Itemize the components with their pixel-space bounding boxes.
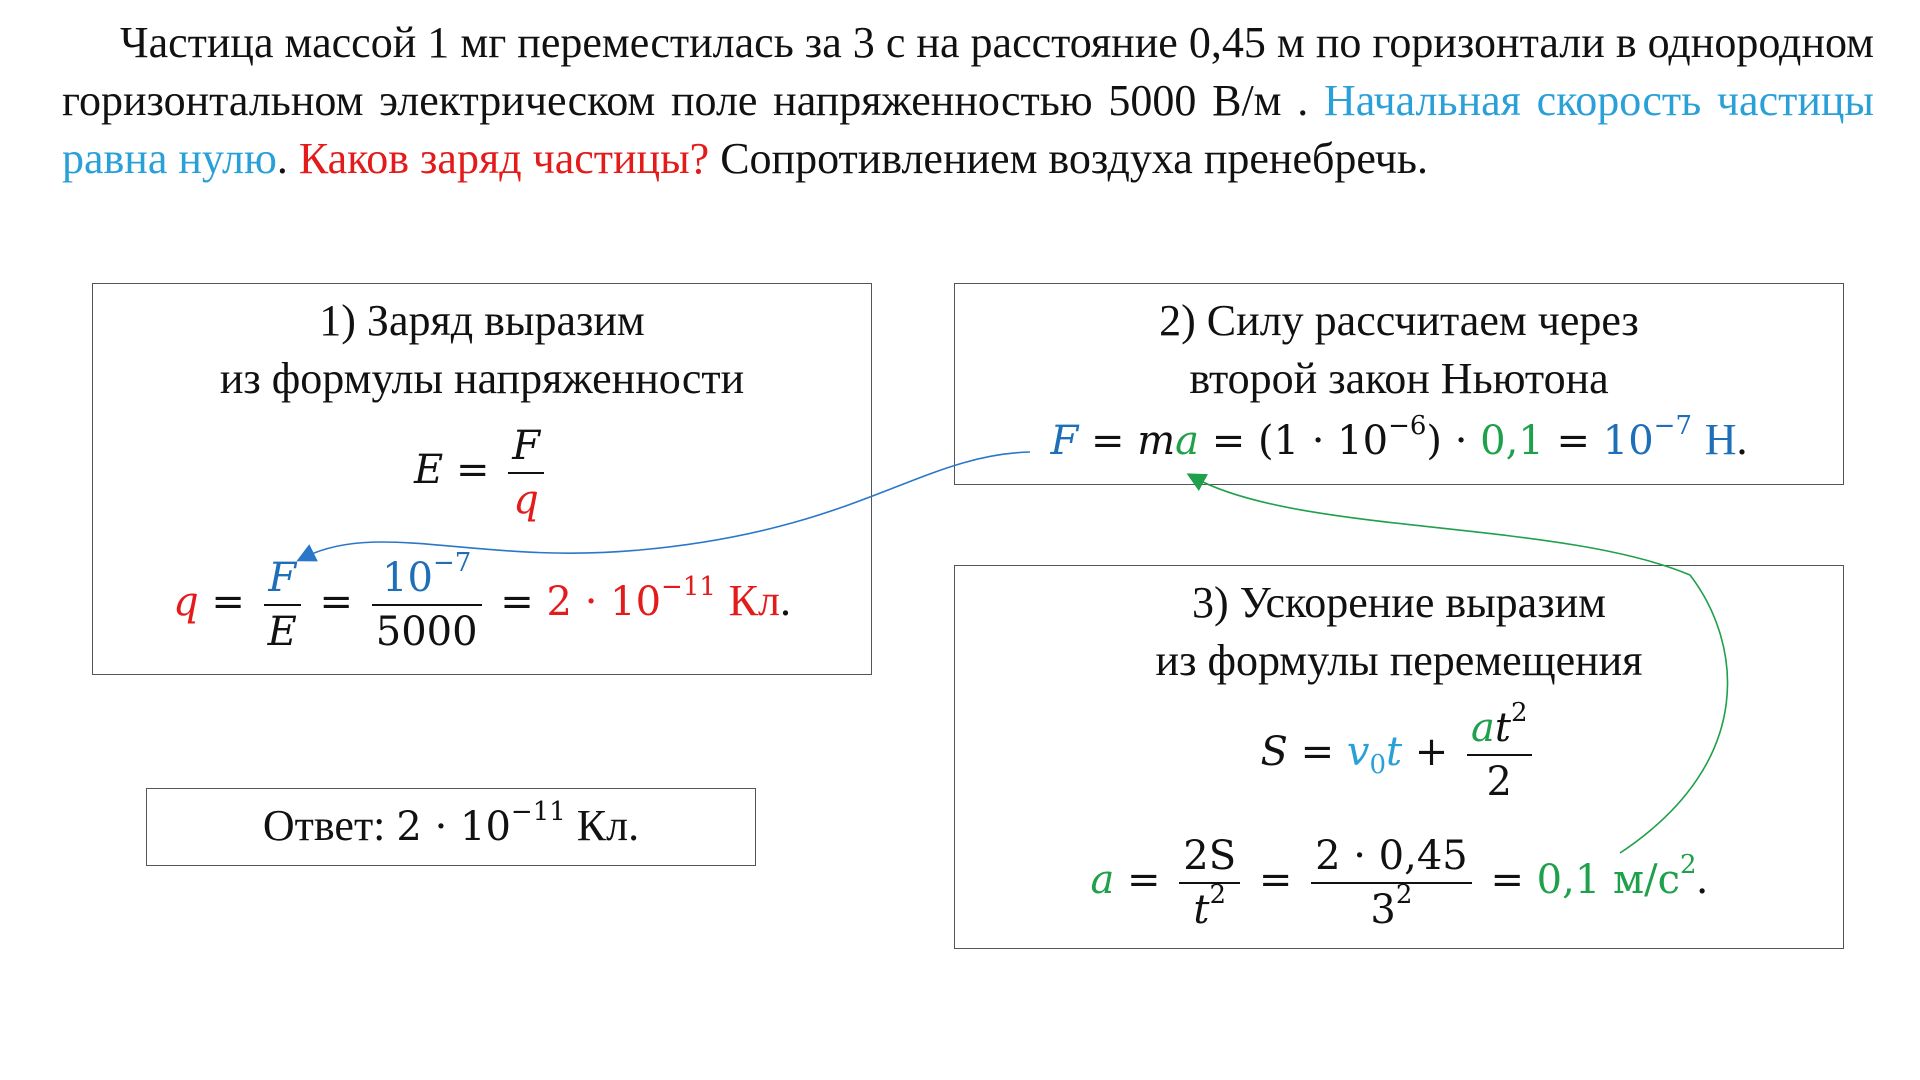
answer-box: [146, 788, 756, 866]
answer-value: $2 \cdot 10^{-11}$: [396, 797, 566, 850]
answer-unit: Кл.: [576, 801, 640, 850]
box1-title-line2: из формулы напряженности: [219, 354, 745, 403]
box3-title-line1: 3) Ускорение выразим: [1192, 578, 1606, 627]
box3-title-line2: из формулы перемещения: [1155, 636, 1643, 685]
problem-part1: Частица массой 1 мг переместилась за 3 с на расстояние 0,45 м по горизонтали в однородном горизонтальном электрическом поле напряженностью 5000 В/м .: [62, 18, 1874, 125]
problem-initial-velocity: Начальная скорость частицы равна нулю: [62, 76, 1874, 183]
problem-dot: .: [276, 134, 288, 183]
box-force: [954, 283, 1844, 485]
box1-formula-e: E = $\frac{F}{q}$: [93, 420, 871, 526]
box2-formula-f: F = ma = $(1 \cdot 10^{-6}) \cdot 0,1 = 10^{-7}$ Н.: [1050, 411, 1748, 464]
box1-title-line1: 1) Заряд выразим: [319, 296, 645, 345]
box-acceleration: [954, 565, 1844, 949]
box3-formula-s: $S = v_0t$ + $\frac{at^2}{2}$: [955, 702, 1843, 808]
box2-title-line1: 2) Силу рассчитаем через: [1159, 296, 1639, 345]
problem-part4: Сопротивлением воздуха пренебречь.: [720, 134, 1428, 183]
box2-title-line2: второй закон Ньютона: [1189, 354, 1609, 403]
answer-label: Ответ:: [262, 801, 386, 850]
problem-text: [62, 14, 1874, 188]
box1-formula-q: q = $\frac{F}{E}$ = $\frac{10^{-7}}{5000}$ = $2 \cdot 10^{-11}$ Кл.: [173, 548, 791, 655]
problem-question: Каков заряд частицы?: [298, 134, 710, 183]
box-charge: [92, 283, 872, 675]
box3-formula-a: a = $\frac{2S}{t^2}$ = $\frac{2 \cdot 0,45}{3^2}$ = 0,1 $м/с^2$.: [955, 830, 1843, 936]
